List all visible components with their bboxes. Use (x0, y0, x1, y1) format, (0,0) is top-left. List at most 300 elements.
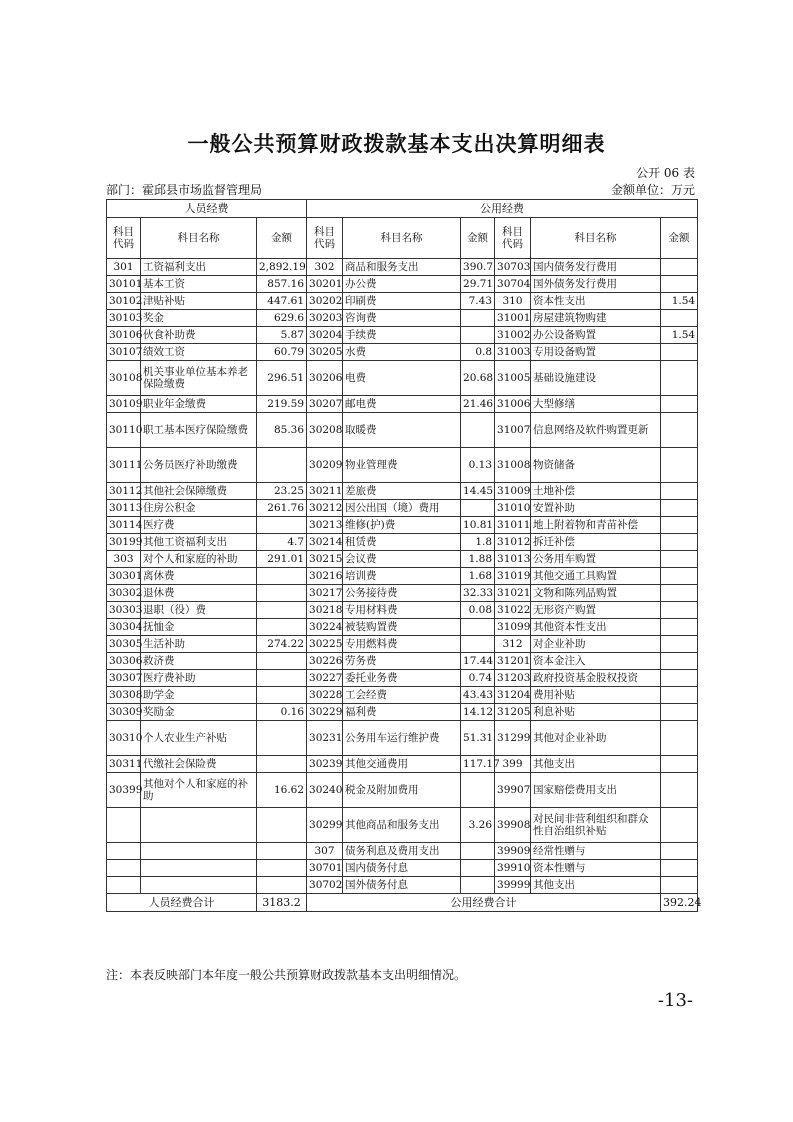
name-cell: 退职（役）费 (141, 602, 257, 619)
code-cell: 30303 (107, 602, 141, 619)
code-cell: 30307 (107, 670, 141, 687)
name-cell: 其他交通工具购置 (531, 568, 661, 585)
name-cell: 因公出国（境）费用 (343, 500, 461, 517)
amount-cell (661, 259, 698, 276)
name-cell: 培训费 (343, 568, 461, 585)
table-row (107, 276, 698, 293)
code-cell: 30199 (107, 534, 141, 551)
name-cell: 被装购置费 (343, 619, 461, 636)
code-cell: 30311 (107, 756, 141, 773)
name-cell: 奖金 (141, 310, 257, 327)
name-cell: 国内债务发行费用 (531, 259, 661, 276)
name-cell: 个人农业生产补贴 (141, 721, 257, 756)
code-cell: 30229 (307, 704, 343, 721)
amount-cell (461, 636, 495, 653)
amount-cell (461, 500, 495, 517)
amount-cell: 291.01 (257, 551, 307, 568)
code-cell: 30240 (307, 773, 343, 808)
amount-cell (661, 670, 698, 687)
table-row (107, 636, 698, 653)
amount-cell (661, 344, 698, 361)
name-cell: 对民间非营利组织和群众性自治组织补贴 (531, 808, 661, 843)
code-cell: 30228 (307, 687, 343, 704)
amount-cell (661, 602, 698, 619)
amount-cell: 14.12 (461, 704, 495, 721)
code-cell: 31203 (495, 670, 531, 687)
amount-cell (257, 687, 307, 704)
table-row (107, 585, 698, 602)
amount-cell (461, 413, 495, 448)
code-cell: 30225 (307, 636, 343, 653)
name-cell: 对个人和家庭的补助 (141, 551, 257, 568)
code-cell: 31002 (495, 327, 531, 344)
code-cell: 30201 (307, 276, 343, 293)
name-cell: 印刷费 (343, 293, 461, 310)
code-header: 科目代码 (495, 218, 531, 259)
table-row (107, 721, 698, 756)
name-cell: 其他工资福利支出 (141, 534, 257, 551)
name-cell: 资本性支出 (531, 293, 661, 310)
code-cell: 30302 (107, 585, 141, 602)
amount-cell: 629.6 (257, 310, 307, 327)
code-cell: 31001 (495, 310, 531, 327)
name-cell: 租赁费 (343, 534, 461, 551)
name-cell (141, 843, 257, 860)
amount-cell (257, 448, 307, 483)
amount-cell (257, 756, 307, 773)
name-cell (141, 860, 257, 877)
amount-cell: 3.26 (461, 808, 495, 843)
amount-cell (661, 361, 698, 396)
amount-cell: 10.81 (461, 517, 495, 534)
name-cell: 费用补贴 (531, 687, 661, 704)
name-cell (141, 877, 257, 894)
code-cell: 30299 (307, 808, 343, 843)
code-cell: 30114 (107, 517, 141, 534)
code-cell: 30206 (307, 361, 343, 396)
name-cell: 咨询费 (343, 310, 461, 327)
amount-cell (257, 670, 307, 687)
name-cell: 其他交通费用 (343, 756, 461, 773)
name-cell: 商品和服务支出 (343, 259, 461, 276)
name-cell: 医疗费补助 (141, 670, 257, 687)
code-cell: 303 (107, 551, 141, 568)
code-cell: 310 (495, 293, 531, 310)
table-row (107, 670, 698, 687)
table-row (107, 877, 698, 894)
table-row (107, 413, 698, 448)
code-cell: 30239 (307, 756, 343, 773)
name-cell: 离休费 (141, 568, 257, 585)
code-cell: 39908 (495, 808, 531, 843)
amount-cell (257, 602, 307, 619)
amount-cell: 29.71 (461, 276, 495, 293)
name-cell: 经常性赠与 (531, 843, 661, 860)
code-cell: 30216 (307, 568, 343, 585)
amount-cell (461, 860, 495, 877)
code-cell: 31010 (495, 500, 531, 517)
name-cell: 其他对企业补助 (531, 721, 661, 756)
name-cell: 其他对个人和家庭的补助 (141, 773, 257, 808)
amount-cell: 219.59 (257, 396, 307, 413)
amount-cell: 23.25 (257, 483, 307, 500)
name-cell: 维修(护)费 (343, 517, 461, 534)
code-cell: 30102 (107, 293, 141, 310)
name-cell: 公务接待费 (343, 585, 461, 602)
name-cell: 奖励金 (141, 704, 257, 721)
amount-cell: 117.17 (461, 756, 495, 773)
amount-cell: 0.08 (461, 602, 495, 619)
name-cell: 物业管理费 (343, 448, 461, 483)
amount-cell: 274.22 (257, 636, 307, 653)
name-cell: 工会经费 (343, 687, 461, 704)
code-cell: 31006 (495, 396, 531, 413)
code-cell: 31012 (495, 534, 531, 551)
table-row (107, 517, 698, 534)
code-cell: 30112 (107, 483, 141, 500)
name-cell: 安置补助 (531, 500, 661, 517)
amount-cell (257, 517, 307, 534)
name-cell: 医疗费 (141, 517, 257, 534)
name-cell: 住房公积金 (141, 500, 257, 517)
name-header: 科目名称 (343, 218, 461, 259)
name-cell: 国外债务付息 (343, 877, 461, 894)
amount-cell: 261.76 (257, 500, 307, 517)
name-header: 科目名称 (141, 218, 257, 259)
code-cell: 30227 (307, 670, 343, 687)
name-cell: 土地补偿 (531, 483, 661, 500)
amount-cell: 32.33 (461, 585, 495, 602)
name-cell: 抚恤金 (141, 619, 257, 636)
code-cell (107, 877, 141, 894)
public-group-header: 公用经费 (307, 200, 698, 218)
table-body (107, 259, 698, 894)
code-cell: 30305 (107, 636, 141, 653)
code-cell: 399 (495, 756, 531, 773)
table-row (107, 704, 698, 721)
name-cell (141, 808, 257, 843)
personnel-total-label: 人员经费合计 (107, 894, 257, 912)
amount-cell: 0.13 (461, 448, 495, 483)
name-cell: 取暖费 (343, 413, 461, 448)
amount-cell: 85.36 (257, 413, 307, 448)
code-cell: 30204 (307, 327, 343, 344)
name-cell: 利息补贴 (531, 704, 661, 721)
code-cell: 30703 (495, 259, 531, 276)
personnel-total-amount: 3183.2 (257, 894, 307, 912)
amount-cell (257, 653, 307, 670)
amount-cell (661, 551, 698, 568)
name-cell: 退休费 (141, 585, 257, 602)
name-cell: 大型修缮 (531, 396, 661, 413)
totals-row (107, 894, 698, 912)
code-cell: 31013 (495, 551, 531, 568)
code-cell: 31005 (495, 361, 531, 396)
name-cell: 救济费 (141, 653, 257, 670)
name-cell: 助学金 (141, 687, 257, 704)
code-cell: 30208 (307, 413, 343, 448)
amount-cell (661, 517, 698, 534)
amount-cell: 16.62 (257, 773, 307, 808)
code-cell: 30213 (307, 517, 343, 534)
amount-cell: 1.54 (661, 327, 698, 344)
amount-cell (661, 877, 698, 894)
name-cell: 对企业补助 (531, 636, 661, 653)
code-cell: 30106 (107, 327, 141, 344)
name-cell: 专用设备购置 (531, 344, 661, 361)
amount-cell (661, 568, 698, 585)
amount-cell (257, 585, 307, 602)
table-row (107, 293, 698, 310)
name-cell: 其他商品和服务支出 (343, 808, 461, 843)
code-cell: 31099 (495, 619, 531, 636)
name-cell: 福利费 (343, 704, 461, 721)
amount-cell: 4.7 (257, 534, 307, 551)
amount-cell (257, 568, 307, 585)
table-row (107, 310, 698, 327)
code-cell: 31003 (495, 344, 531, 361)
code-header: 科目代码 (107, 218, 141, 259)
code-cell: 31299 (495, 721, 531, 756)
table-row (107, 602, 698, 619)
code-cell: 30209 (307, 448, 343, 483)
amount-cell: 447.61 (257, 293, 307, 310)
amount-cell (661, 756, 698, 773)
name-cell: 公务员医疗补助缴费 (141, 448, 257, 483)
code-cell: 31201 (495, 653, 531, 670)
code-cell: 30205 (307, 344, 343, 361)
name-cell: 差旅费 (343, 483, 461, 500)
table-row (107, 756, 698, 773)
name-cell: 工资福利支出 (141, 259, 257, 276)
code-cell: 30110 (107, 413, 141, 448)
amount-cell (661, 687, 698, 704)
code-cell: 31204 (495, 687, 531, 704)
amount-cell (461, 877, 495, 894)
name-cell: 邮电费 (343, 396, 461, 413)
table-row (107, 653, 698, 670)
name-cell: 资本性赠与 (531, 860, 661, 877)
amount-cell (661, 413, 698, 448)
table-row (107, 568, 698, 585)
code-cell: 30702 (307, 877, 343, 894)
name-cell: 劳务费 (343, 653, 461, 670)
code-cell: 39910 (495, 860, 531, 877)
table-row (107, 687, 698, 704)
amount-cell: 2,892.19 (257, 259, 307, 276)
amount-cell (661, 310, 698, 327)
code-cell: 30399 (107, 773, 141, 808)
code-cell: 31011 (495, 517, 531, 534)
amount-cell: 390.7 (461, 259, 495, 276)
code-cell: 30218 (307, 602, 343, 619)
amount-cell (461, 619, 495, 636)
amount-cell: 51.31 (461, 721, 495, 756)
code-cell: 31205 (495, 704, 531, 721)
code-cell: 31009 (495, 483, 531, 500)
amount-cell (257, 808, 307, 843)
table-row (107, 551, 698, 568)
amount-cell (661, 448, 698, 483)
name-cell: 政府投资基金股权投资 (531, 670, 661, 687)
amount-cell: 296.51 (257, 361, 307, 396)
name-cell: 基本工资 (141, 276, 257, 293)
amount-cell (257, 877, 307, 894)
amount-header: 金额 (661, 218, 698, 259)
name-cell: 绩效工资 (141, 344, 257, 361)
code-cell: 307 (307, 843, 343, 860)
name-cell: 物资储备 (531, 448, 661, 483)
amount-cell (661, 500, 698, 517)
amount-cell: 1.54 (661, 293, 698, 310)
amount-cell (661, 843, 698, 860)
amount-cell (661, 483, 698, 500)
name-cell: 地上附着物和青苗补偿 (531, 517, 661, 534)
amount-cell: 17.44 (461, 653, 495, 670)
code-cell (107, 808, 141, 843)
amount-cell: 5.87 (257, 327, 307, 344)
name-cell: 职业年金缴费 (141, 396, 257, 413)
code-cell: 30704 (495, 276, 531, 293)
amount-cell (661, 653, 698, 670)
name-cell: 生活补助 (141, 636, 257, 653)
table-row (107, 843, 698, 860)
name-cell: 国内债务付息 (343, 860, 461, 877)
code-cell: 30107 (107, 344, 141, 361)
name-cell: 房屋建筑物购建 (531, 310, 661, 327)
name-cell: 其他支出 (531, 756, 661, 773)
name-cell: 税金及附加费用 (343, 773, 461, 808)
amount-cell (661, 585, 698, 602)
table-row (107, 396, 698, 413)
code-cell: 301 (107, 259, 141, 276)
name-cell: 公务用车运行维护费 (343, 721, 461, 756)
code-header: 科目代码 (307, 218, 343, 259)
table-row (107, 327, 698, 344)
code-cell: 30113 (107, 500, 141, 517)
expenditure-table (106, 199, 702, 912)
code-cell: 31022 (495, 602, 531, 619)
amount-cell (661, 808, 698, 843)
name-cell: 办公设备购置 (531, 327, 661, 344)
code-cell: 312 (495, 636, 531, 653)
amount-cell: 14.45 (461, 483, 495, 500)
page-number: -13- (657, 990, 693, 1011)
group-header-row (107, 200, 698, 218)
code-cell: 30207 (307, 396, 343, 413)
form-number: 公开 06 表 (636, 166, 695, 180)
amount-cell (661, 534, 698, 551)
name-cell: 国外债务发行费用 (531, 276, 661, 293)
name-cell: 专用材料费 (343, 602, 461, 619)
amount-cell: 21.46 (461, 396, 495, 413)
code-cell: 30212 (307, 500, 343, 517)
name-cell: 电费 (343, 361, 461, 396)
name-cell: 津贴补贴 (141, 293, 257, 310)
amount-cell: 1.68 (461, 568, 495, 585)
code-cell: 30103 (107, 310, 141, 327)
code-cell: 30224 (307, 619, 343, 636)
amount-cell (257, 860, 307, 877)
table-row (107, 860, 698, 877)
amount-cell: 0.74 (461, 670, 495, 687)
name-cell: 会议费 (343, 551, 461, 568)
amount-cell: 0.8 (461, 344, 495, 361)
public-total-amount: 392.24 (661, 894, 698, 912)
code-cell: 39999 (495, 877, 531, 894)
amount-cell (661, 636, 698, 653)
table-row (107, 361, 698, 396)
table-row (107, 500, 698, 517)
name-cell: 基础设施建设 (531, 361, 661, 396)
amount-cell (461, 310, 495, 327)
table-row (107, 773, 698, 808)
amount-cell (257, 619, 307, 636)
name-cell: 债务利息及费用支出 (343, 843, 461, 860)
code-cell: 30202 (307, 293, 343, 310)
name-cell: 资本金注入 (531, 653, 661, 670)
code-cell: 31021 (495, 585, 531, 602)
name-cell: 专用燃料费 (343, 636, 461, 653)
amount-cell: 43.43 (461, 687, 495, 704)
name-header: 科目名称 (531, 218, 661, 259)
name-cell: 无形资产购置 (531, 602, 661, 619)
column-header-row (107, 218, 698, 259)
amount-cell: 1.8 (461, 534, 495, 551)
name-cell: 职工基本医疗保险缴费 (141, 413, 257, 448)
code-cell: 31007 (495, 413, 531, 448)
amount-cell (661, 276, 698, 293)
amount-cell (661, 619, 698, 636)
code-cell: 30214 (307, 534, 343, 551)
code-cell: 31008 (495, 448, 531, 483)
amount-cell (661, 721, 698, 756)
name-cell: 公务用车购置 (531, 551, 661, 568)
table-row (107, 483, 698, 500)
code-cell: 30304 (107, 619, 141, 636)
table-row (107, 619, 698, 636)
name-cell: 伙食补助费 (141, 327, 257, 344)
footnote: 注：本表反映部门本年度一般公共预算财政拨款基本支出明细情况。 (106, 968, 467, 982)
amount-cell: 60.79 (257, 344, 307, 361)
name-cell: 其他社会保障缴费 (141, 483, 257, 500)
code-cell: 30217 (307, 585, 343, 602)
code-cell: 30101 (107, 276, 141, 293)
amount-header: 金额 (257, 218, 307, 259)
code-cell: 30108 (107, 361, 141, 396)
amount-cell (257, 843, 307, 860)
code-cell (107, 843, 141, 860)
code-cell: 30109 (107, 396, 141, 413)
table-row (107, 808, 698, 843)
table-row (107, 534, 698, 551)
name-cell: 代缴社会保险费 (141, 756, 257, 773)
code-cell: 302 (307, 259, 343, 276)
amount-cell: 7.43 (461, 293, 495, 310)
code-cell: 30306 (107, 653, 141, 670)
code-cell: 30310 (107, 721, 141, 756)
name-cell: 委托业务费 (343, 670, 461, 687)
code-cell: 30215 (307, 551, 343, 568)
amount-cell: 857.16 (257, 276, 307, 293)
amount-cell (461, 773, 495, 808)
code-cell (107, 860, 141, 877)
amount-header: 金额 (461, 218, 495, 259)
table-row (107, 259, 698, 276)
amount-cell: 20.68 (461, 361, 495, 396)
amount-cell (661, 704, 698, 721)
code-cell: 30308 (107, 687, 141, 704)
